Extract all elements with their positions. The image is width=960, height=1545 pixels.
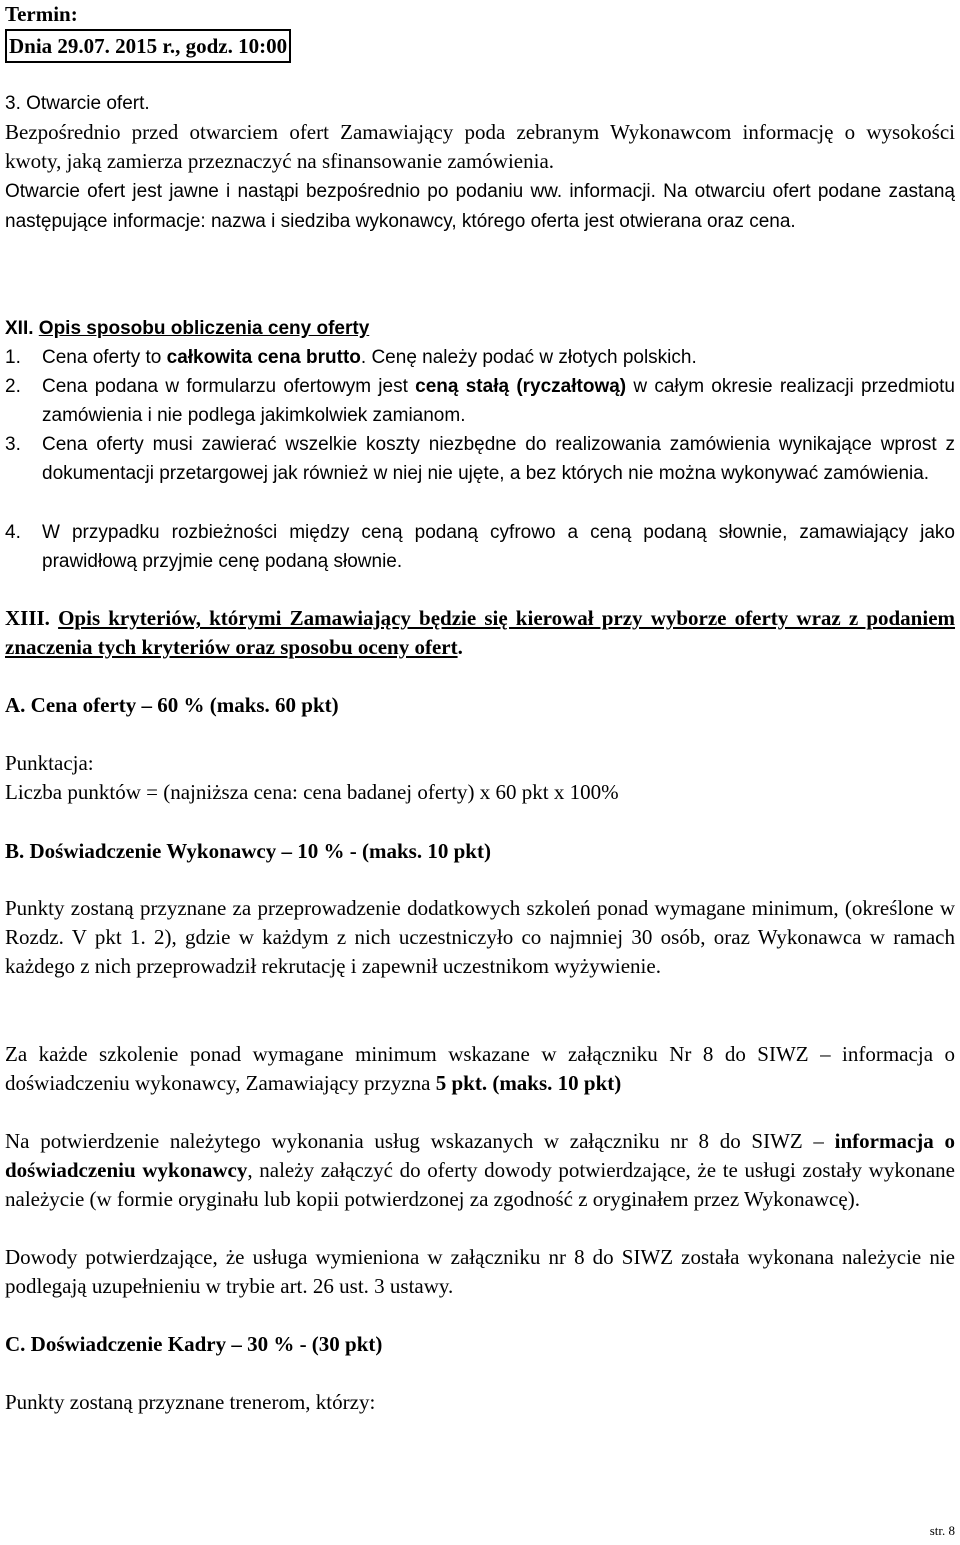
xiii-title: Opis kryteriów, którymi Zamawiający będzie się kierował przy wyborze oferty wraz z podaniem znaczenia tych kryteriów oraz sposobu oceny ofert [5,606,956,659]
section3-heading: 3. Otwarcie ofert. [5,93,150,114]
xii-list [5,343,955,583]
section3-para1: Bezpośrednio przed otwarciem ofert Zamawiający poda zebranym Wykonawcom informację o wysokości kwoty, jaką zamierza przeznaczyć na sfinansowanie zamówienia. [5,120,955,173]
crit-b-para3-text-c: , należy załączyć do oferty dowody potwierdzające, że te usługi zostały wykonane należycie (w formie oryginału lub kopii potwierdzonej za zgodność z oryginałem przez Wykonawcę). [5,1158,955,1211]
xii-item-1 [42,343,955,372]
section3-para2a: Otwarcie ofert jest jawne i nastąpi bezpośrednio po podaniu ww. informacji. [5,181,656,202]
xiii-heading [5,604,955,662]
crit-b-para3 [5,1127,955,1214]
termin-label: Termin: [5,2,78,26]
crit-c-para: Punkty zostaną przyznane trenerom, którzy: [5,1390,376,1414]
crit-a-formula: Liczba punktów = (najniższa cena: cena badanej oferty) x 60 pkt x 100% [5,780,619,804]
xii-item-1-bold: całkowita cena brutto [166,347,361,368]
crit-a-label: Punktacja: [5,751,94,775]
crit-b-para3-bold: informacja o doświadczeniu wykonawcy [5,1129,956,1182]
xii-item-1-text-a: Cena oferty to [42,347,167,368]
xii-item-2-text-c: w całym okresie realizacji przedmiotu zamówienia i nie podlega jakimkolwiek zamianom. [42,376,956,426]
xii-title: Opis sposobu obliczenia ceny oferty [38,318,370,339]
xiii-number: XIII. [5,606,50,630]
xii-number: XII. [5,318,34,339]
crit-b-para2 [5,1040,955,1098]
crit-c-heading: C. Doświadczenie Kadry – 30 % - (30 pkt) [5,1332,383,1356]
xii-item-1-number: 1. [5,347,21,368]
page-number: str. 8 [929,1523,955,1538]
crit-b-para1: Punkty zostaną przyznane za przeprowadzenie dodatkowych szkoleń ponad wymagane minimum, (określone w Rozdz. V pkt 1. 2), gdzie w każdym z nich uczestniczyło co najmniej 30 osób, oraz Wykonawca w ramach każdego z nich przeprowadził rekrutację i zapewnił uczestnikom wyżywienie. [5,896,955,978]
xii-item-2 [42,372,955,430]
termin-date [5,29,955,63]
crit-b-para2-text: Za każde szkolenie ponad wymagane minimum wskazane w załączniku Nr 8 do SIWZ – informacja o doświadczeniu wykonawcy, Zamawiający przyzna [5,1042,955,1095]
xii-item-1-text-c: . Cenę należy podać w złotych polskich. [360,347,697,368]
xii-item-2-text-a: Cena podana w formularzu ofertowym jest [42,376,416,397]
xii-item-4-number: 4. [5,522,21,543]
crit-a-heading: A. Cena oferty – 60 % (maks. 60 pkt) [5,693,339,717]
xii-item-3-number: 3. [5,434,21,455]
xii-item-4: W przypadku rozbieżności między ceną podaną cyfrowo a ceną podaną słownie, zamawiający jako prawidłową przyjmie cenę podaną słownie. [42,522,955,572]
crit-b-para2-bold: 5 pkt. (maks. 10 pkt) [435,1071,622,1095]
section3-para2 [5,176,955,236]
crit-b-heading: B. Doświadczenie Wykonawcy – 10 % - (maks. 10 pkt) [5,839,491,863]
xii-item-2-number: 2. [5,376,21,397]
xii-item-2-bold: ceną stałą (ryczałtową) [415,376,627,397]
xii-item-3: Cena oferty musi zawierać wszelkie koszty niezbędne do realizowania zamówienia wynikające wprost z dokumentacji przetargowej jak również w niej nie ujęte, a bez których nie można wykonywać zamówienia. [42,434,955,484]
termin-date-box: Dnia 29.07. 2015 r., godz. 10:00 [5,29,291,63]
xiii-title-dot: . [457,635,463,659]
xii-heading [5,314,955,343]
crit-b-para3-text-a: Na potwierdzenie należytego wykonania usług wskazanych w załączniku nr 8 do SIWZ – [5,1129,835,1153]
section3-para2b: Na otwarciu ofert podane zastaną następujące informacje: nazwa i siedziba wykonawcy, którego oferta jest otwierana oraz cena. [5,181,955,232]
crit-b-para4: Dowody potwierdzające, że usługa wymieniona w załączniku nr 8 do SIWZ została wykonana należycie nie podlegają uzupełnieniu w trybie art. 26 ust. 3 ustawy. [5,1245,955,1298]
